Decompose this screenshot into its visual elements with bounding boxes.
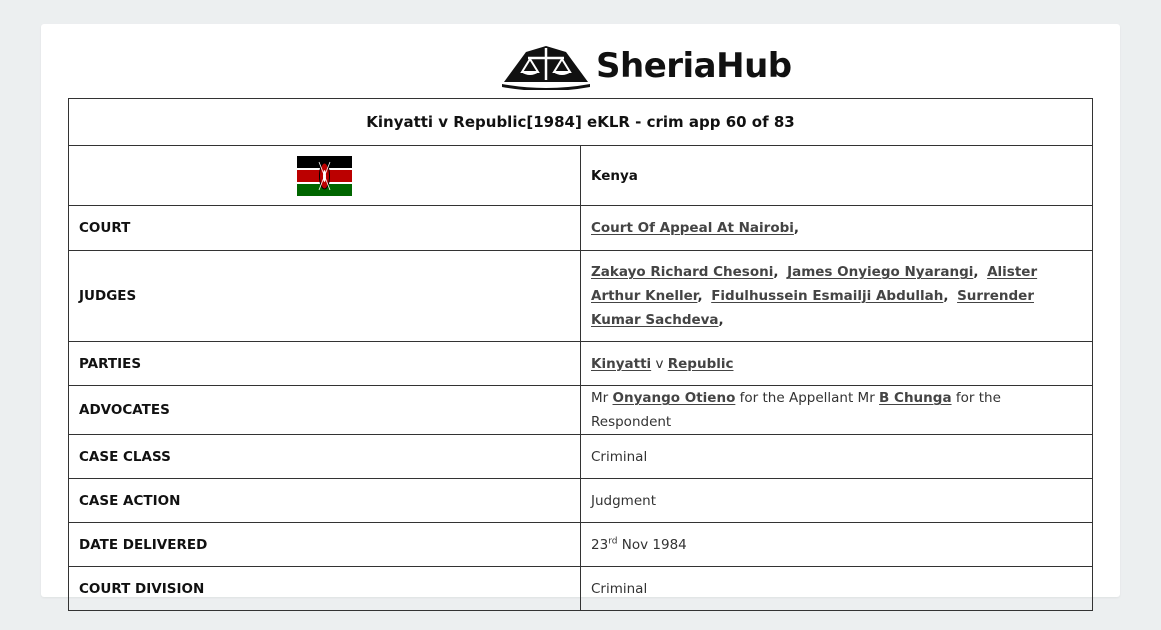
court-division-value: Criminal (581, 567, 1093, 611)
court-suffix: , (793, 220, 800, 236)
parties-value (581, 342, 1093, 386)
judge-link-1[interactable]: Zakayo Richard Chesoni (591, 264, 774, 280)
kenya-flag-icon (297, 156, 352, 196)
case-action-value: Judgment (581, 479, 1093, 523)
party-link-1[interactable]: Kinyatti (591, 355, 652, 372)
judges-value: Zakayo Richard Chesoni, James Onyiego Nyarangi, Alister Arthur Kneller, Fidulhussein Esmailji Abdullah, Surrender Kumar Sachdeva, (581, 251, 1093, 342)
judge-link-5[interactable]: Surrender Kumar Sachdeva (591, 288, 1034, 328)
flag-cell (69, 146, 581, 206)
country-row (69, 146, 1093, 206)
case-class-value: Criminal (581, 435, 1093, 479)
advocate-link-2[interactable]: B Chunga (879, 390, 952, 406)
case-action-label: CASE ACTION (69, 479, 581, 523)
judge-link-2[interactable]: James Onyiego Nyarangi (787, 264, 974, 280)
date-delivered-value: 23rd Nov 1984 (581, 523, 1093, 567)
advocates-value: Mr Onyango Otieno for the Appellant Mr B Chunga for the Respondent (581, 386, 1093, 435)
advocates-label: ADVOCATES (69, 386, 581, 435)
brand-name: SheriaHub (596, 46, 792, 86)
versus-text: v (655, 355, 664, 372)
sheriahub-logo[interactable] (500, 42, 792, 90)
sheriahub-logo-icon (500, 42, 592, 90)
judge-link-4[interactable]: Fidulhussein Esmailji Abdullah (711, 288, 944, 304)
title-row (69, 99, 1093, 146)
judges-label: JUDGES (69, 251, 581, 342)
country-name: Kenya (591, 167, 638, 184)
case-action-row (69, 479, 1093, 523)
parties-row (69, 342, 1093, 386)
advocates-row (69, 386, 1093, 435)
case-metadata-table (68, 98, 1093, 611)
court-row (69, 206, 1093, 251)
case-class-label: CASE CLASS (69, 435, 581, 479)
judge-link-3[interactable]: Alister Arthur Kneller (591, 264, 1038, 304)
court-link[interactable]: Court Of Appeal At Nairobi (591, 220, 794, 236)
date-delivered-row (69, 523, 1093, 567)
case-class-row (69, 435, 1093, 479)
parties-label: PARTIES (69, 342, 581, 386)
court-value (581, 206, 1093, 251)
case-title: Kinyatti v Republic[1984] eKLR - crim app 60 of 83 (69, 99, 1093, 146)
court-division-label: COURT DIVISION (69, 567, 581, 611)
court-label: COURT (69, 206, 581, 251)
party-link-2[interactable]: Republic (667, 355, 734, 372)
date-delivered-label: DATE DELIVERED (69, 523, 581, 567)
judges-row (69, 251, 1093, 342)
advocate-link-1[interactable]: Onyango Otieno (612, 390, 736, 406)
country-value (581, 146, 1093, 206)
court-division-row (69, 567, 1093, 611)
